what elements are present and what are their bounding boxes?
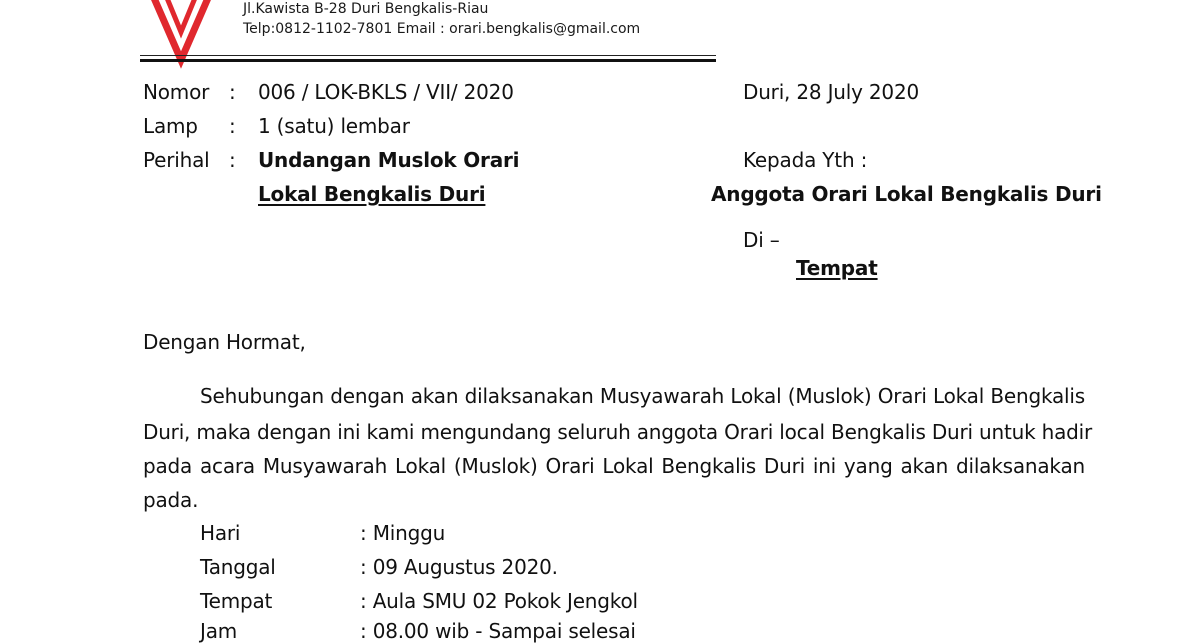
lamp-colon: : [229, 114, 236, 138]
detail-value-jam: : 08.00 wib - Sampai selesai [360, 619, 636, 643]
perihal-label: Perihal [143, 148, 210, 172]
paragraph-line-1: Sehubungan dengan akan dilaksanakan Musyawarah Lokal (Muslok) Orari Lokal Bengkalis [200, 384, 1085, 408]
letterhead-address: Jl.Kawista B-28 Duri Bengkalis-Riau [243, 1, 489, 17]
tempat-heading: Tempat [796, 256, 878, 280]
letterhead-divider-thin [140, 55, 716, 56]
paragraph-line-4: pada. [143, 488, 199, 512]
lamp-label: Lamp [143, 114, 198, 138]
recipient-name: Anggota Orari Lokal Bengkalis Duri [711, 182, 1102, 206]
paragraph-line-3: pada acara Musyawarah Lokal (Muslok) Orari Lokal Bengkalis Duri ini yang akan dilaksanakan [143, 454, 1085, 478]
kepada-yth: Kepada Yth : [743, 148, 868, 172]
detail-label-tanggal: Tanggal [200, 555, 276, 579]
detail-label-hari: Hari [200, 521, 241, 545]
detail-value-hari: : Minggu [360, 521, 446, 545]
orari-logo-icon [150, 0, 212, 68]
perihal-value-line2: Lokal Bengkalis Duri [258, 182, 486, 206]
detail-label-jam: Jam [200, 619, 238, 643]
detail-value-tanggal: : 09 Augustus 2020. [360, 555, 558, 579]
perihal-value-line1: Undangan Muslok Orari [258, 148, 520, 172]
detail-label-tempat: Tempat [200, 589, 273, 613]
detail-value-tempat: : Aula SMU 02 Pokok Jengkol [360, 589, 638, 613]
di-label: Di – [743, 228, 780, 252]
nomor-value: 006 / LOK-BKLS / VII/ 2020 [258, 80, 514, 104]
letterhead-divider-thick [140, 59, 716, 62]
salutation: Dengan Hormat, [143, 330, 306, 354]
perihal-colon: : [229, 148, 236, 172]
lamp-value: 1 (satu) lembar [258, 114, 410, 138]
nomor-label: Nomor [143, 80, 210, 104]
paragraph-line-2: Duri, maka dengan ini kami mengundang seluruh anggota Orari local Bengkalis Duri untuk hadir [143, 420, 1093, 444]
letterhead-contact: Telp:0812-1102-7801 Email : orari.bengkalis@gmail.com [243, 21, 641, 37]
nomor-colon: : [229, 80, 236, 104]
place-date: Duri, 28 July 2020 [743, 80, 919, 104]
